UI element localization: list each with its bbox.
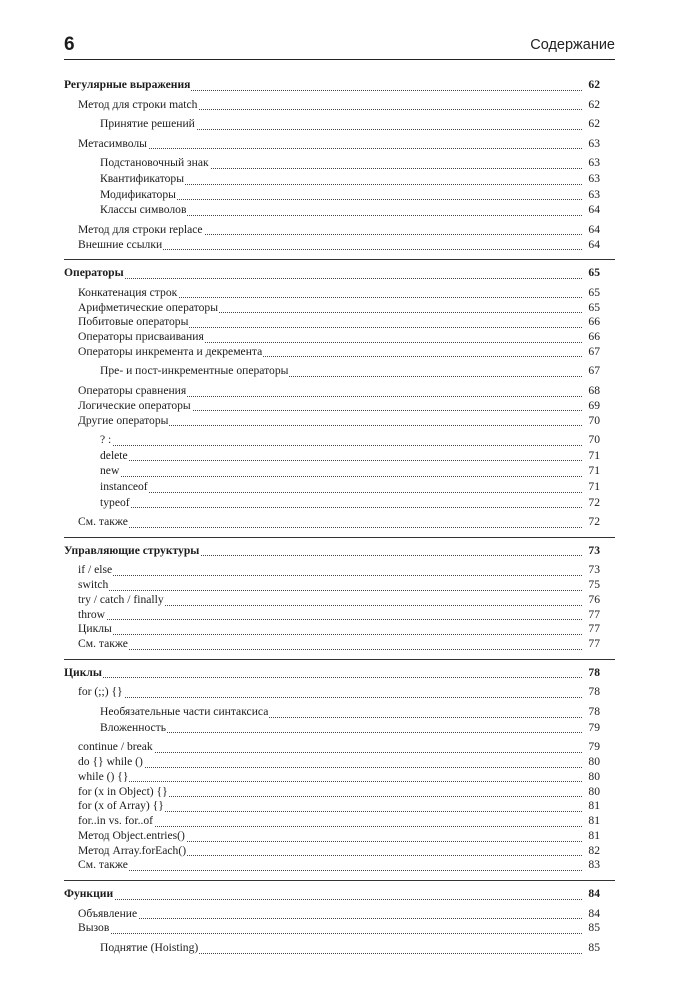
toc-entry-page: 65 (584, 286, 600, 301)
toc-entry-title: Операторы (64, 266, 124, 280)
toc-subsection-entry (64, 188, 600, 203)
toc-entry-page: 62 (584, 78, 600, 93)
toc-entry-page: 63 (584, 188, 600, 203)
toc-subsection-entry (64, 203, 600, 218)
chapter-divider (64, 259, 615, 260)
toc-section-entry (64, 858, 600, 873)
toc-entry-title: Метод Array.forEach() (78, 843, 187, 857)
toc-entry-page: 83 (584, 858, 600, 873)
toc-entry-title: См. также (78, 858, 128, 872)
toc-section-entry (64, 844, 600, 859)
chapter-divider (64, 880, 615, 881)
toc-entry-title: continue / break (78, 740, 153, 754)
toc-entry-title: try / catch / finally (78, 592, 164, 606)
toc-entry-page: 81 (584, 814, 600, 829)
toc-entry-page: 85 (584, 921, 600, 936)
running-title: Содержание (530, 37, 615, 53)
toc-subsection-entry (64, 172, 600, 187)
dot-leader (100, 732, 582, 733)
toc-entry-page: 79 (584, 740, 600, 755)
dot-leader (78, 697, 582, 698)
toc-entry-page: 78 (584, 685, 600, 700)
toc-section-entry (64, 315, 600, 330)
toc-entry-title: Конкатенация строк (78, 285, 178, 299)
toc-subsection-entry (64, 464, 600, 479)
toc-entry-title: instanceof (100, 479, 148, 493)
toc-entry-title: do {} while () (78, 755, 143, 768)
chapter-divider (64, 659, 615, 660)
toc-entry-page: 77 (584, 608, 600, 623)
toc-subsection-entry (64, 449, 600, 464)
dot-leader (100, 460, 582, 461)
toc-entry-title: ? : (100, 433, 112, 447)
toc-section-entry (64, 608, 600, 623)
toc-entry-page: 78 (584, 705, 600, 720)
toc-entry-page: 78 (584, 666, 600, 681)
toc-section-entry (64, 785, 600, 800)
toc-entry-title: Операторы сравнения (78, 384, 187, 398)
toc-entry-page: 71 (584, 480, 600, 495)
toc-entry-page: 67 (584, 364, 600, 379)
dot-leader (78, 527, 582, 528)
toc-section-entry (64, 238, 600, 253)
toc-section-entry (64, 799, 600, 814)
toc-entry-page: 73 (584, 563, 600, 578)
dot-leader (78, 634, 582, 635)
toc-entry-page: 82 (584, 844, 600, 859)
toc-entry-title: Управляющие структуры (64, 543, 200, 557)
toc-entry-title: for..in vs. for..of (78, 814, 154, 828)
toc-entry-title: Функции (64, 887, 114, 901)
toc-entry-title: Необязательные части синтаксиса (100, 705, 269, 719)
toc-entry-title: Циклы (64, 665, 102, 679)
toc-section-entry (64, 330, 600, 345)
toc-section-entry (64, 578, 600, 593)
page-number: 6 (64, 34, 75, 55)
toc-entry-title: delete (100, 448, 128, 462)
toc-entry-page: 85 (584, 941, 600, 956)
toc-section-entry (64, 345, 600, 360)
dot-leader (100, 507, 582, 508)
toc-entry-title: Циклы (78, 622, 112, 636)
toc-entry-page: 63 (584, 172, 600, 187)
toc-entry-page: 77 (584, 622, 600, 637)
toc-section-entry (64, 384, 600, 399)
dot-leader (78, 870, 582, 871)
toc-entry-page: 76 (584, 593, 600, 608)
toc-section-entry (64, 137, 600, 152)
toc-entry-title: new (100, 464, 120, 478)
toc-entry-page: 71 (584, 464, 600, 479)
toc-entry-page: 66 (584, 330, 600, 345)
toc-entry-title: switch (78, 578, 109, 592)
toc-entry-title: Модификаторы (100, 187, 176, 201)
toc-entry-title: Метод Object.entries() (78, 828, 185, 842)
toc-entry-title: Побитовые операторы (78, 315, 189, 329)
toc-entry-page: 80 (584, 785, 600, 800)
toc-section-entry (64, 770, 600, 785)
toc-entry-title: for (;;) {} (78, 685, 123, 699)
toc-section-entry (64, 921, 600, 936)
toc-entry-title: См. также (78, 515, 128, 529)
dot-leader (78, 148, 582, 149)
toc-subsection-entry (64, 364, 600, 379)
toc-entry-title: Метасимволы (78, 136, 147, 150)
toc-chapter-entry (64, 266, 600, 281)
toc-chapter-entry (64, 887, 600, 902)
toc-entry-title: Объявление (78, 906, 138, 920)
dot-leader (78, 649, 582, 650)
toc-entry-title: Вложенность (100, 720, 167, 734)
toc-entry-page: 79 (584, 721, 600, 736)
toc-entry-page: 73 (584, 544, 600, 559)
dot-leader (78, 781, 582, 782)
toc-entry-page: 70 (584, 414, 600, 429)
toc-entry-title: Пре- и пост-инкрементные операторы (100, 364, 289, 378)
toc-entry-title: while () {} (78, 769, 129, 783)
toc-entry-title: Регулярные выражения (64, 78, 191, 91)
dot-leader (78, 575, 582, 576)
toc-section-entry (64, 399, 600, 414)
dot-leader (64, 677, 582, 678)
toc-entry-page: 62 (584, 98, 600, 113)
toc-subsection-entry (64, 705, 600, 720)
toc-entry-title: Поднятие (Hoisting) (100, 941, 199, 955)
toc-entry-page: 62 (584, 117, 600, 132)
dot-leader (78, 767, 582, 768)
toc-subsection-entry (64, 496, 600, 511)
toc-section-entry (64, 223, 600, 238)
toc-entry-title: Метод для строки replace (78, 222, 203, 236)
toc-entry-page: 72 (584, 496, 600, 511)
dot-leader (78, 590, 582, 591)
toc-subsection-entry (64, 721, 600, 736)
toc-entry-page: 80 (584, 755, 600, 770)
toc-chapter-entry (64, 78, 600, 93)
toc-entry-page: 68 (584, 384, 600, 399)
toc-entry-title: Внешние ссылки (78, 237, 163, 251)
toc-subsection-entry (64, 117, 600, 132)
toc-entry-page: 64 (584, 203, 600, 218)
toc-section-entry (64, 829, 600, 844)
toc-entry-page: 63 (584, 156, 600, 171)
toc-entry-title: if / else (78, 563, 113, 577)
toc-chapter-entry (64, 666, 600, 681)
chapter-divider (64, 537, 615, 538)
toc-entry-title: Арифметические операторы (78, 300, 219, 314)
toc-subsection-entry (64, 156, 600, 171)
toc-entry-page: 84 (584, 907, 600, 922)
toc-entry-page: 63 (584, 137, 600, 152)
toc-entry-title: Метод для строки match (78, 97, 198, 111)
toc-entry-title: Принятие решений (100, 117, 195, 131)
toc-entry-page: 84 (584, 887, 600, 902)
toc-entry-title: Классы символов (100, 203, 187, 217)
toc-section-entry (64, 755, 600, 770)
dot-leader (100, 476, 582, 477)
toc-section-entry (64, 685, 600, 700)
toc-entry-page: 80 (584, 770, 600, 785)
toc-entry-page: 69 (584, 399, 600, 414)
toc-subsection-entry (64, 480, 600, 495)
toc-entry-page: 70 (584, 433, 600, 448)
toc-section-entry (64, 563, 600, 578)
toc-section-entry (64, 414, 600, 429)
header-rule (64, 59, 615, 60)
toc-entry-page: 65 (584, 301, 600, 316)
toc-entry-title: Квантификаторы (100, 171, 184, 185)
toc-section-entry (64, 907, 600, 922)
dot-leader (78, 918, 582, 919)
toc-entry-page: 81 (584, 829, 600, 844)
toc-section-entry (64, 740, 600, 755)
table-of-contents (64, 78, 600, 956)
toc-entry-page: 65 (584, 266, 600, 281)
dot-leader (64, 899, 582, 900)
toc-section-entry (64, 98, 600, 113)
toc-entry-title: Другие операторы (78, 413, 169, 427)
toc-entry-title: Операторы присваивания (78, 330, 204, 344)
toc-section-entry (64, 593, 600, 608)
dot-leader (100, 445, 582, 446)
toc-section-entry (64, 622, 600, 637)
toc-entry-page: 75 (584, 578, 600, 593)
toc-section-entry (64, 515, 600, 530)
dot-leader (78, 619, 582, 620)
toc-entry-page: 77 (584, 637, 600, 652)
toc-chapter-entry (64, 544, 600, 559)
toc-entry-page: 64 (584, 238, 600, 253)
toc-entry-title: typeof (100, 495, 130, 509)
toc-entry-title: Подстановочный знак (100, 156, 209, 170)
toc-entry-page: 72 (584, 515, 600, 530)
toc-section-entry (64, 286, 600, 301)
toc-section-entry (64, 301, 600, 316)
dot-leader (64, 278, 582, 279)
toc-entry-page: 67 (584, 345, 600, 360)
toc-entry-page: 66 (584, 315, 600, 330)
toc-entry-page: 71 (584, 449, 600, 464)
toc-subsection-entry (64, 941, 600, 956)
toc-entry-page: 81 (584, 799, 600, 814)
toc-entry-title: См. также (78, 637, 128, 651)
toc-subsection-entry (64, 433, 600, 448)
toc-section-entry (64, 637, 600, 652)
toc-entry-title: for (x of Array) {} (78, 799, 164, 813)
page-header (64, 34, 615, 58)
toc-entry-title: Вызов (78, 921, 110, 935)
toc-section-entry (64, 814, 600, 829)
toc-entry-title: for (x in Object) {} (78, 784, 168, 798)
toc-entry-page: 64 (584, 223, 600, 238)
dot-leader (100, 492, 582, 493)
toc-entry-title: Операторы инкремента и декремента (78, 344, 263, 358)
toc-entry-title: throw (78, 607, 106, 621)
dot-leader (78, 933, 582, 934)
toc-entry-title: Логические операторы (78, 398, 191, 412)
